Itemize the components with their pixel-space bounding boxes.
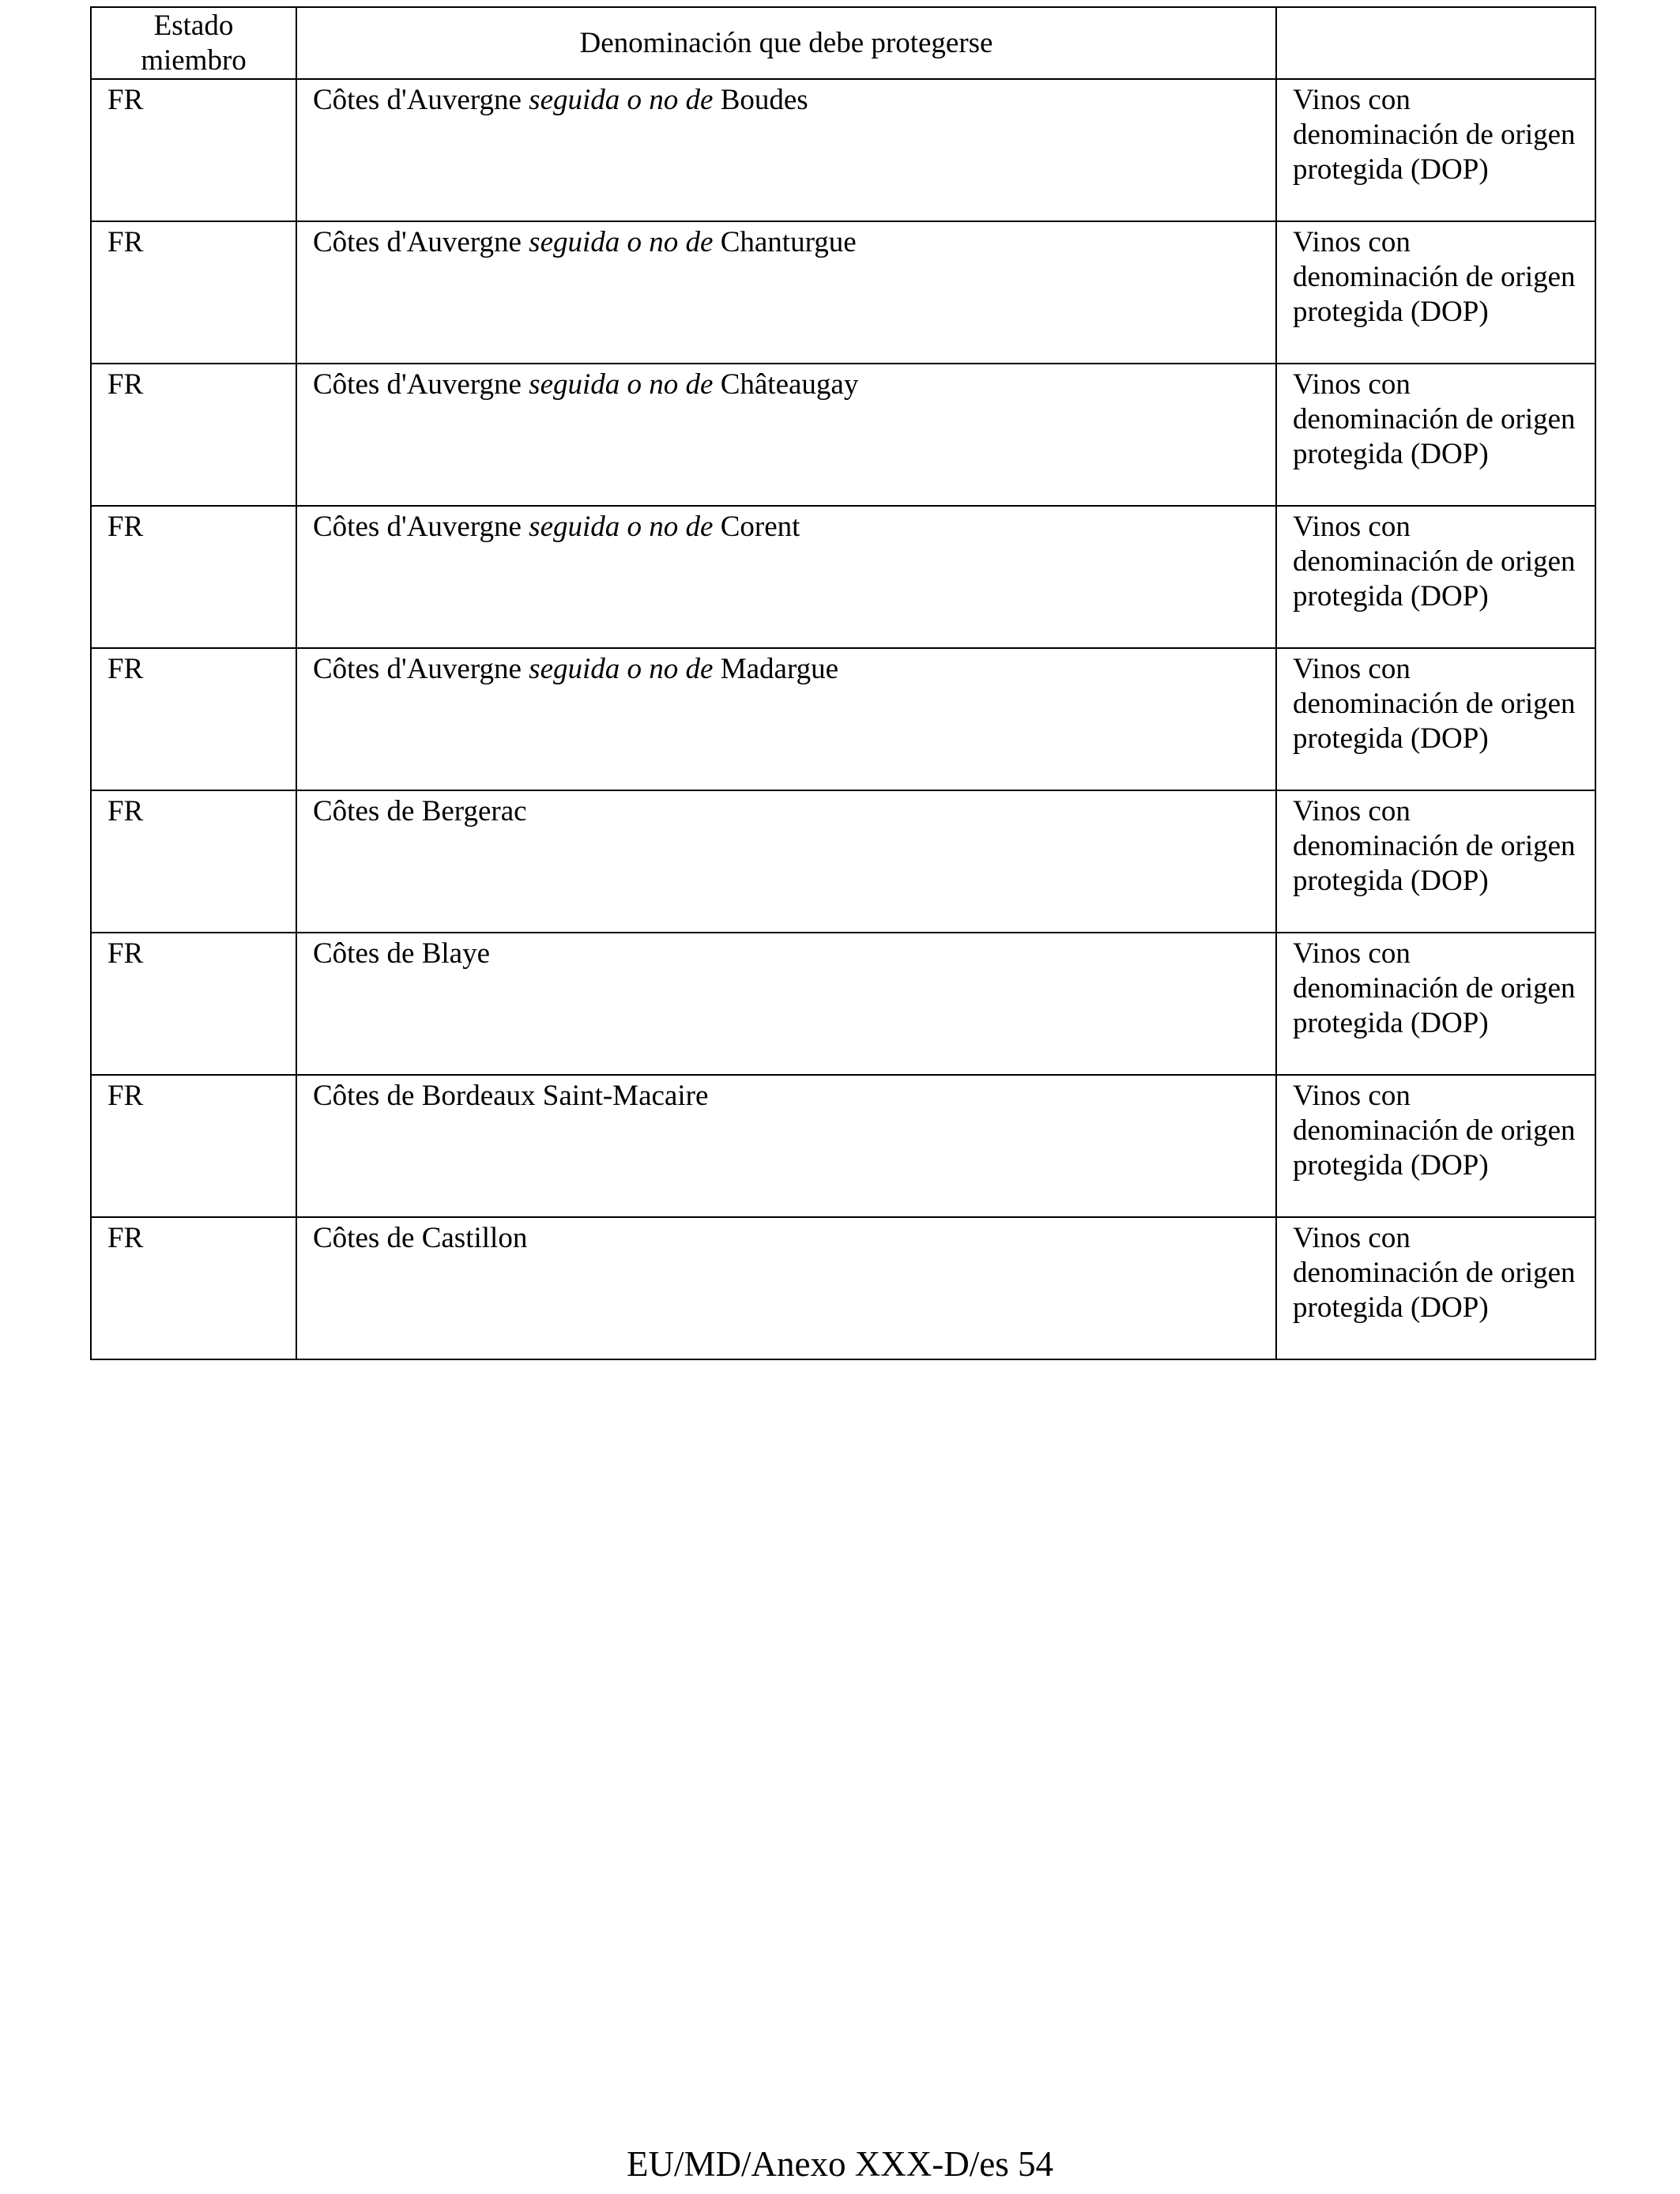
denomination-main: Côtes de Blaye bbox=[313, 937, 491, 970]
table-row bbox=[91, 79, 1595, 221]
protection-type-cell: Vinos con denominación de origen protegida (DOP) bbox=[1276, 221, 1595, 364]
table-row bbox=[91, 933, 1595, 1075]
denominations-table bbox=[90, 6, 1596, 1360]
table-row bbox=[91, 1075, 1595, 1217]
table-row bbox=[91, 221, 1595, 364]
member-state-cell: FR bbox=[91, 79, 296, 221]
denomination-main: Côtes de Bergerac bbox=[313, 795, 527, 827]
page-footer-reference: EU/MD/Anexo XXX-D/es 54 bbox=[627, 2144, 1053, 2184]
protection-type-cell: Vinos con denominación de origen protegida (DOP) bbox=[1276, 933, 1595, 1075]
protection-type-cell: Vinos con denominación de origen protegida (DOP) bbox=[1276, 1075, 1595, 1217]
member-state-cell: FR bbox=[91, 1217, 296, 1359]
protection-type-cell: Vinos con denominación de origen protegida (DOP) bbox=[1276, 79, 1595, 221]
table-row bbox=[91, 1217, 1595, 1359]
member-state-cell: FR bbox=[91, 1075, 296, 1217]
denomination-main: Côtes de Bordeaux Saint-Macaire bbox=[313, 1080, 709, 1112]
denomination-main: Côtes d'Auvergne bbox=[313, 226, 522, 258]
member-state-cell: FR bbox=[91, 506, 296, 648]
header-type bbox=[1276, 7, 1595, 79]
protection-type-cell: Vinos con denominación de origen protegida (DOP) bbox=[1276, 648, 1595, 790]
denomination-connector: seguida o no de bbox=[529, 653, 714, 685]
protection-type-cell: Vinos con denominación de origen protegida (DOP) bbox=[1276, 506, 1595, 648]
denomination-connector: seguida o no de bbox=[529, 84, 714, 116]
denomination-cell bbox=[296, 933, 1276, 1075]
table-row bbox=[91, 790, 1595, 933]
denomination-suffix: Chanturgue bbox=[720, 226, 857, 258]
denomination-cell bbox=[296, 79, 1276, 221]
denomination-suffix: Corent bbox=[720, 511, 800, 543]
denomination-connector: seguida o no de bbox=[529, 368, 714, 401]
denomination-cell bbox=[296, 790, 1276, 933]
denomination-connector: seguida o no de bbox=[529, 511, 714, 543]
member-state-cell: FR bbox=[91, 364, 296, 506]
member-state-cell: FR bbox=[91, 933, 296, 1075]
table-row bbox=[91, 364, 1595, 506]
denomination-cell bbox=[296, 364, 1276, 506]
denomination-main: Côtes d'Auvergne bbox=[313, 84, 522, 116]
denomination-suffix: Châteaugay bbox=[720, 368, 859, 401]
table-row bbox=[91, 648, 1595, 790]
header-member-state: Estado miembro bbox=[91, 7, 296, 79]
member-state-cell: FR bbox=[91, 648, 296, 790]
member-state-cell: FR bbox=[91, 790, 296, 933]
denomination-main: Côtes d'Auvergne bbox=[313, 511, 522, 543]
denomination-main: Côtes de Castillon bbox=[313, 1222, 528, 1254]
denomination-suffix: Boudes bbox=[720, 84, 808, 116]
table-body bbox=[91, 79, 1595, 1359]
protection-type-cell: Vinos con denominación de origen protegida (DOP) bbox=[1276, 364, 1595, 506]
denomination-cell bbox=[296, 506, 1276, 648]
protection-type-cell: Vinos con denominación de origen protegida (DOP) bbox=[1276, 1217, 1595, 1359]
denomination-cell bbox=[296, 1075, 1276, 1217]
denomination-cell bbox=[296, 1217, 1276, 1359]
table-header-row bbox=[91, 7, 1595, 79]
table-row bbox=[91, 506, 1595, 648]
header-denomination: Denominación que debe protegerse bbox=[296, 7, 1276, 79]
protection-type-cell: Vinos con denominación de origen protegida (DOP) bbox=[1276, 790, 1595, 933]
denomination-connector: seguida o no de bbox=[529, 226, 714, 258]
denomination-cell bbox=[296, 221, 1276, 364]
member-state-cell: FR bbox=[91, 221, 296, 364]
denomination-cell bbox=[296, 648, 1276, 790]
denomination-main: Côtes d'Auvergne bbox=[313, 368, 522, 401]
denomination-main: Côtes d'Auvergne bbox=[313, 653, 522, 685]
denomination-suffix: Madargue bbox=[720, 653, 839, 685]
